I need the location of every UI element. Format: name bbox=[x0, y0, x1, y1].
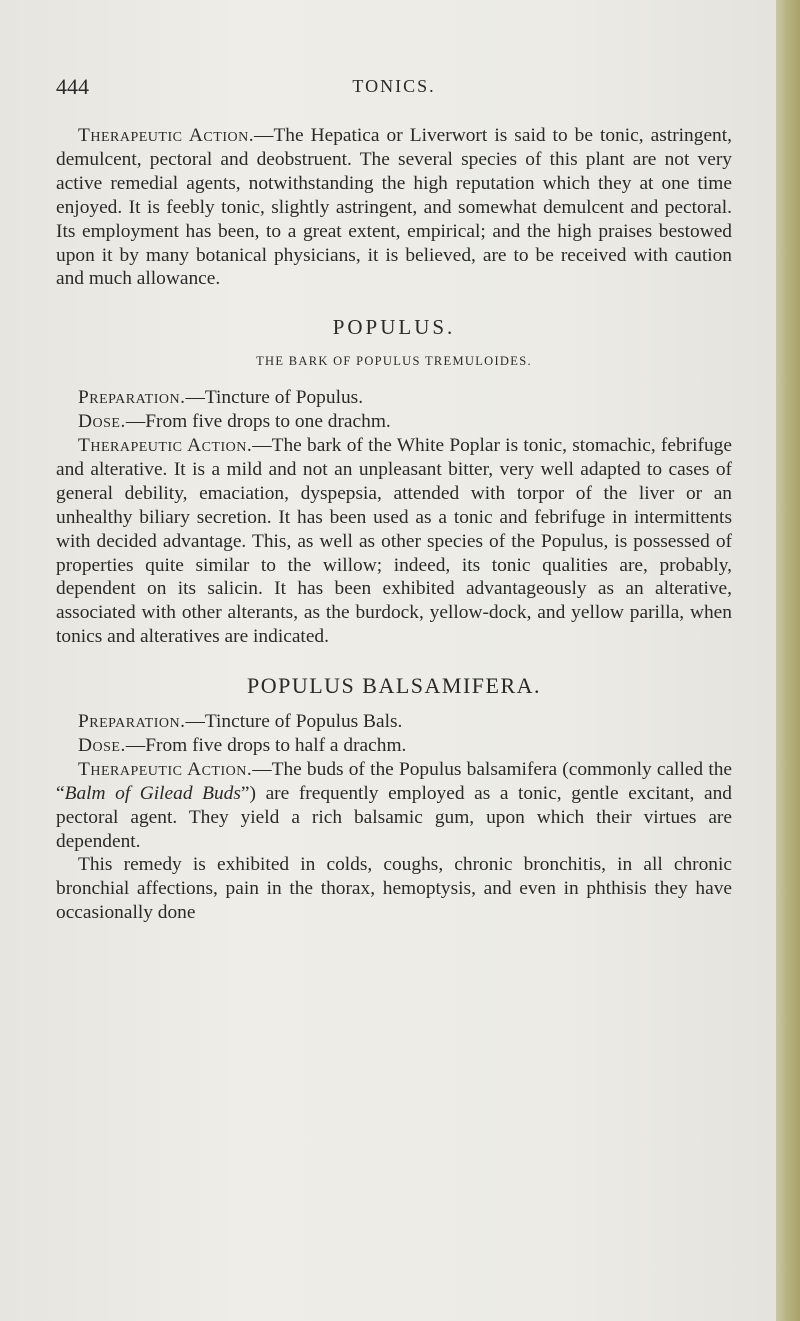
paragraph-text: —From five drops to half a drachm. bbox=[125, 734, 407, 756]
populus-subheading: THE BARK OF POPULUS TREMULOIDES. bbox=[256, 354, 532, 369]
section-label: Therapeutic Action. bbox=[78, 758, 253, 780]
populus-preparation bbox=[56, 386, 732, 410]
populus-dose bbox=[56, 410, 732, 434]
balsamifera-heading: POPULUS BALSAMIFERA. bbox=[246, 673, 542, 699]
section-label: Dose. bbox=[78, 411, 126, 433]
section-label: Dose. bbox=[78, 734, 126, 756]
paragraph-text: —Tincture of Populus Bals. bbox=[185, 711, 403, 733]
paragraph-text: —Tincture of Populus. bbox=[185, 387, 364, 409]
running-head: TONICS. bbox=[352, 76, 436, 96]
paragraph-text: —From five drops to one drachm. bbox=[125, 411, 391, 433]
paragraph-text: This remedy is exhibited in colds, coughs, chronic bronchitis, in all chronic bronchial affections, pain in the thorax, hemoptysis, and even in phthisis they have occasionally done bbox=[56, 854, 732, 924]
paragraph-text: —The Hepatica or Liverwort is said to be tonic, astringent, demulcent, pectoral and deobstruent. The several species of this plant are not very active remedial agents, notwithstanding the high reputation which they at one time enjoyed. It is feebly tonic, slightly astringent, and somewhat demulcent and pectoral. Its employment has been, to a great extent, empirical; and the high praises bestowed upon it by many botanical physicians, it is believed, are to be received with caution and much allowance. bbox=[56, 125, 732, 290]
page-content bbox=[56, 124, 732, 925]
italic-phrase: Balm of Gilead Buds bbox=[64, 782, 241, 804]
balsamifera-action: Therapeutic Action.—The buds of the Populus balsamifera (commonly called the “Balm of Gilead Buds”) are frequently employed as a tonic, gentle excitant, and pectoral agent. They yield a rich balsamic gum, upon which their virtues are dependent. bbox=[56, 758, 733, 852]
paragraph-text: —The bark of the White Poplar is tonic, stomachic, febrifuge and alterative. It is a mild and not an unpleasant bitter, very well adapted to cases of general debility, emaciation, dyspepsia, attended with torpor of the liver or an unhealthy biliary secretion. It has been used as a tonic and febrifuge in intermittents with decided advantage. This, as well as other species of the Populus, is possessed of properties quite similar to the willow; indeed, its tonic qualities are, probably, dependent on its salicin. It has been exhibited advantageously as an alterative, associated with other alterants, as the burdock, yellow-dock, and yellow parilla, when tonics and alteratives are indicated. bbox=[56, 434, 732, 648]
page-number: 444 bbox=[56, 74, 89, 99]
balsamifera-remedy bbox=[56, 853, 732, 925]
page-header bbox=[56, 74, 732, 104]
page-edge bbox=[776, 0, 800, 1321]
balsamifera-dose bbox=[56, 734, 732, 758]
section-label: Therapeutic Action. bbox=[78, 434, 253, 456]
section-label: Therapeutic Action. bbox=[78, 125, 255, 146]
section-label: Preparation. bbox=[78, 711, 186, 733]
liverwort-paragraph bbox=[56, 124, 732, 291]
section-label: Preparation. bbox=[78, 387, 186, 409]
paragraph-text: ) are frequently employed as a tonic, gentle excitant, and pectoral agent. They yield a rich balsamic gum, upon which their virtues are dependent. bbox=[56, 782, 732, 852]
balsamifera-preparation bbox=[56, 710, 732, 734]
populus-heading: POPULUS. bbox=[332, 315, 456, 340]
populus-action bbox=[56, 434, 732, 649]
paragraph-text: —The buds of the Populus balsamifera (commonly called the bbox=[252, 758, 733, 780]
